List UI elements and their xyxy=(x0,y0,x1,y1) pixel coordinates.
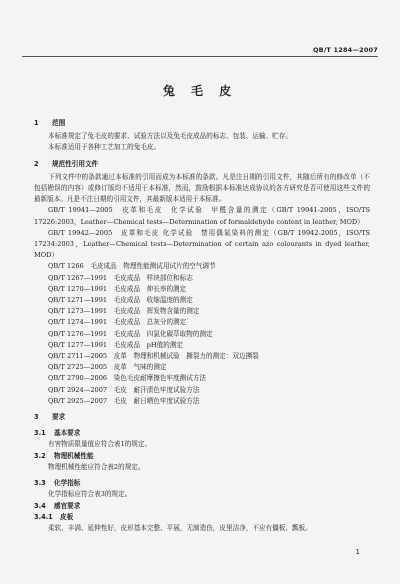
reference-item: QB/T 2725—2005 皮革 气味的测定 xyxy=(48,363,167,372)
reference-item: QB/T 1273—1991 毛皮成品 挥发物含量的测定 xyxy=(48,307,200,316)
page-number: 1 xyxy=(355,548,360,556)
paragraph: 本标准规定了兔毛皮的要求、试验方法以及兔毛皮成品的标志、包装、运输、贮存。 xyxy=(48,132,292,141)
section-3-heading xyxy=(34,412,370,423)
paragraph: 本标准适用于各种工艺加工的兔毛皮。 xyxy=(48,143,161,152)
reference-item: QB/T 2711—2005 皮革 物理和机械试验 撕裂力的测定：双边撕裂 xyxy=(48,352,259,361)
paragraph: 柔软、丰满、延伸性好，皮形基本完整、平展，无制造伤，皮里洁净，不应有僵板、瓢板。 xyxy=(48,523,312,532)
section-number: 1 xyxy=(34,119,39,127)
paragraph: 物理机械性能应符合表2的规定。 xyxy=(48,462,145,471)
section-title: 范围 xyxy=(52,119,66,127)
section-number: 3.4 xyxy=(34,501,46,510)
paragraph: 下列文件中的条款通过本标准的引用而成为本标准的条款。凡是注日期的引用文件，其随后所有的修改单（不包括勘误的内容）或修订版均不适用于本标准，然而，鼓励根据本标准达成协议的各方研究是否可使用这些文件的最新版本。凡是不注日期的引用文件，其最新版本适用于本标准。 xyxy=(34,172,370,204)
subsection-3-3-heading xyxy=(34,478,370,489)
section-title: 规范性引用文件 xyxy=(52,159,99,168)
subsection-3-4-heading xyxy=(34,501,370,512)
header-rule xyxy=(22,56,378,57)
reference-item: QB/T 1277—1991 毛皮成品 pH值的测定 xyxy=(48,340,184,349)
paragraph: 有害物质限量值应符合表1的规定。 xyxy=(48,440,152,449)
subsection-3-4-1-heading xyxy=(34,512,370,523)
reference-item: QB/T 2925—2007 毛皮 耐日晒色牢度试验方法 xyxy=(48,396,200,405)
section-number: 2 xyxy=(34,159,39,168)
section-title: 物理机械性能 xyxy=(54,451,94,460)
section-number: 3.4.1 xyxy=(34,512,53,521)
paragraph: 化学指标应符合表3的规定。 xyxy=(48,490,132,499)
document-body xyxy=(34,118,370,534)
reference-item: QB/T 1271—1991 毛皮成品 收缩温度的测定 xyxy=(48,296,193,305)
section-title: 感官要求 xyxy=(54,501,81,510)
reference-item: QB/T 1270—1991 毛皮成品 伸长率的测定 xyxy=(48,284,187,293)
standard-code: QB/T 1284—2007 xyxy=(312,46,378,54)
reference-item: QB/T 2924—2007 毛皮 耐汗渍色牢度试验方法 xyxy=(48,385,200,394)
section-number: 3.1 xyxy=(34,429,46,438)
section-title: 化学指标 xyxy=(54,479,81,488)
section-number: 3 xyxy=(34,413,39,422)
reference-item: QB/T 2790—2006 染色毛皮耐摩擦色牢度测试方法 xyxy=(48,374,207,383)
reference-gbt19941: GB/T 19941—2005 皮革和毛皮 化学试验 甲醛含量的测定（GB/T 19941-2005，ISO/TS 17226:2003，Leather—Chemical tests—Determination of formaldehyde content in leather, MOD） xyxy=(34,206,370,226)
document-title: 兔 毛 皮 xyxy=(162,84,238,98)
section-title: 要求 xyxy=(52,413,66,422)
reference-item: QB/T 1267—1991 毛皮成品 样块部位和标志 xyxy=(48,273,193,282)
reference-item: QB/T 1266 毛皮成品 物理性能测试用试片的空气调节 xyxy=(48,262,216,271)
section-title: 皮板 xyxy=(60,512,74,521)
section-number: 3.3 xyxy=(34,479,46,488)
section-number: 3.2 xyxy=(34,451,46,460)
section-2-heading xyxy=(34,159,370,170)
section-title: 基本要求 xyxy=(54,429,81,438)
section-1-heading xyxy=(34,118,370,129)
subsection-3-2-heading xyxy=(34,451,370,462)
subsection-3-1-heading xyxy=(34,428,370,439)
reference-item: QB/T 1276—1991 毛皮成品 四氯化碳萃取物的测定 xyxy=(48,329,213,338)
reference-item: QB/T 1274—1991 毛皮成品 总灰分的测定 xyxy=(48,318,187,327)
reference-gbt19942: GB/T 19942—2005 皮革和毛皮 化学试验 禁用偶氮染料的测定（GB/T 19942-2005，ISO/TS 17234:2003，Leather—Chemical tests—Determination of certain azo colourants in dyed leather, MOD） xyxy=(34,228,370,260)
